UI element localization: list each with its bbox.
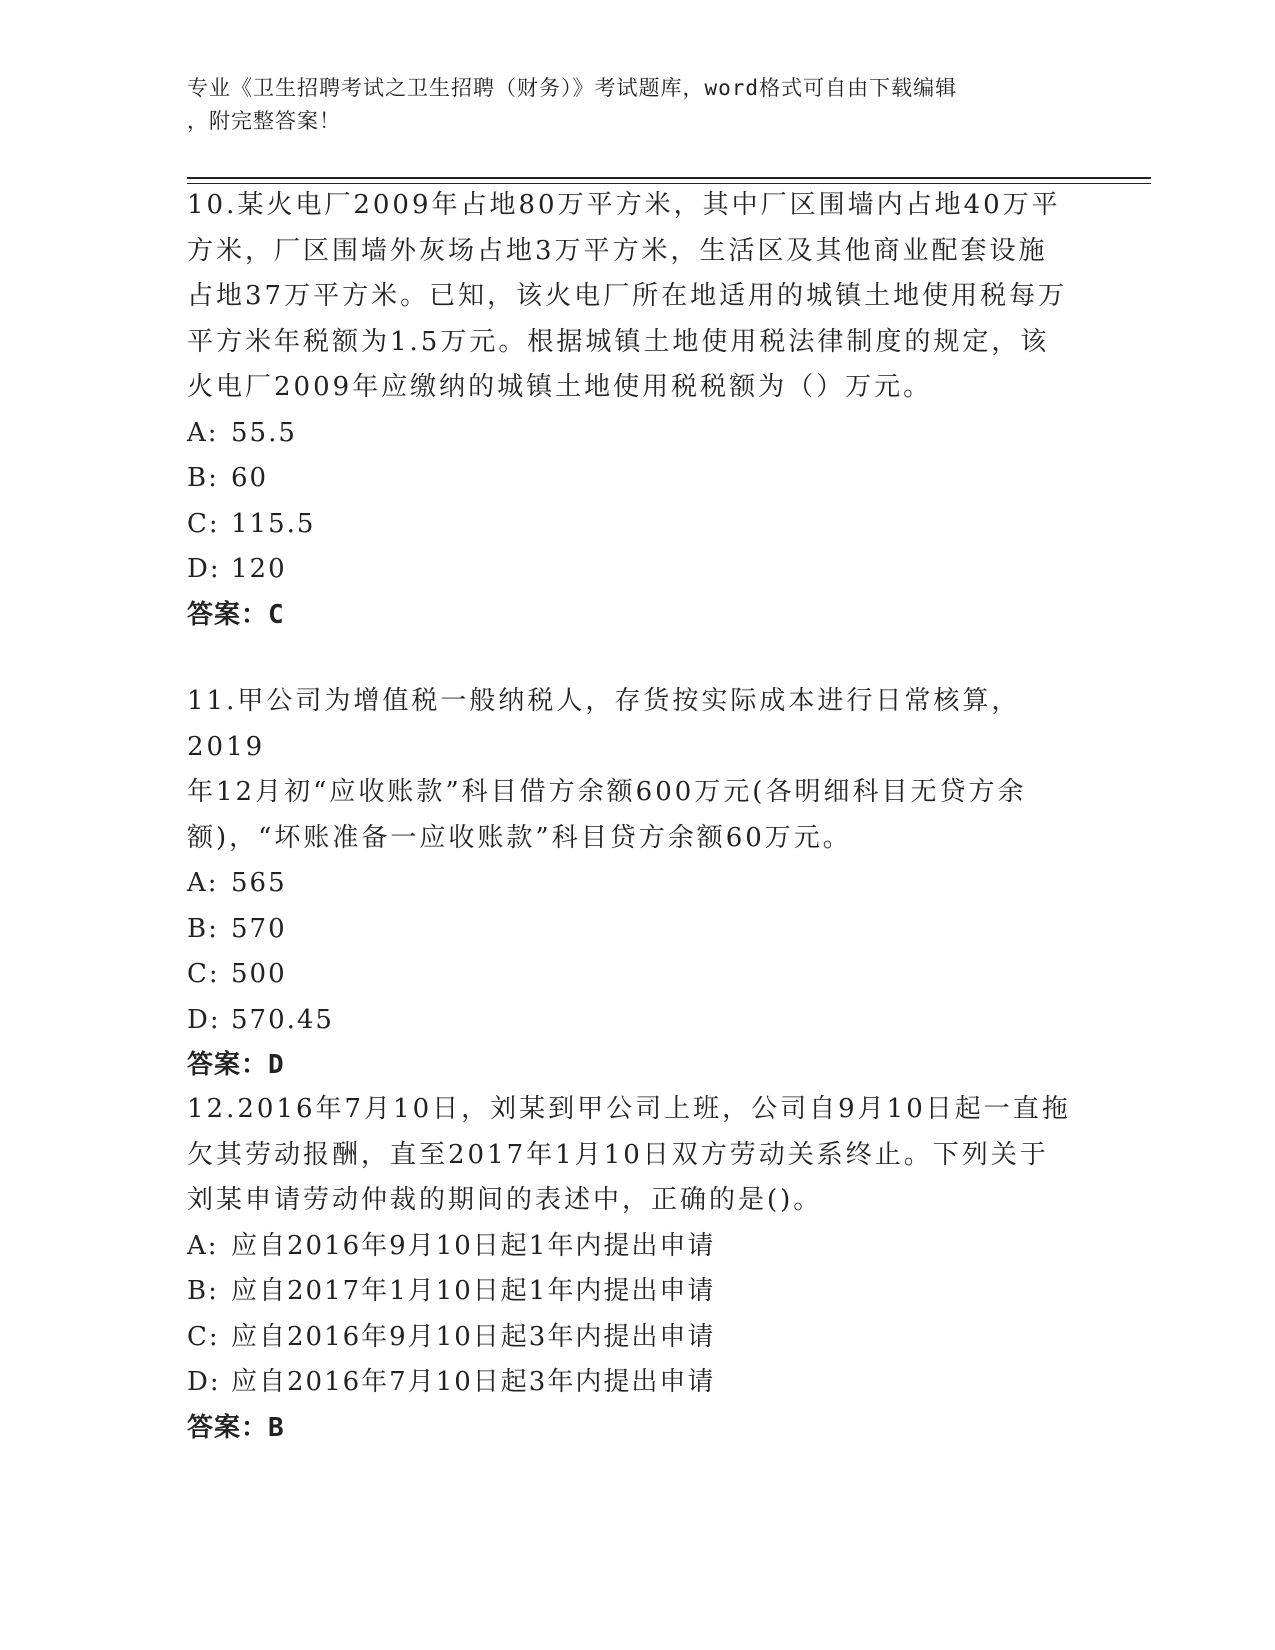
stem-line: 火电厂2009年应缴纳的城镇土地使用税税额为（）万元。 — [187, 372, 933, 402]
option-b — [187, 456, 1087, 502]
option-label: D: — [187, 554, 221, 584]
stem-line: 平方米年税额为1.5万元。根据城镇土地使用税法律制度的规定，该 — [187, 326, 1050, 357]
option-d — [187, 998, 1087, 1044]
stem-line: 11.甲公司为增值税一般纳税人，存货按实际成本进行日常核算，2019 — [187, 686, 1021, 762]
option-label: B: — [187, 913, 219, 944]
header-divider-thick — [187, 177, 1151, 179]
option-c — [187, 502, 1087, 548]
option-text: 570 — [231, 913, 287, 944]
option-text: 570.45 — [231, 1004, 334, 1035]
stem-line: 刘某申请劳动仲裁的期间的表述中，正确的是()。 — [187, 1185, 823, 1215]
document-header — [187, 72, 1067, 138]
question-12 — [187, 1087, 1087, 1451]
option-a — [187, 1224, 1087, 1270]
option-a — [187, 861, 1087, 907]
option-b — [187, 907, 1087, 953]
option-label: B: — [187, 463, 219, 493]
option-text: 应自2016年7月10日起3年内提出申请 — [231, 1367, 716, 1397]
option-label: C: — [187, 1321, 220, 1352]
answer-line: 答案：B — [187, 1412, 285, 1443]
stem-line: 额)，“坏账准备一应收账款”科目贷方余额60万元。 — [187, 822, 852, 853]
option-text: 应自2017年1月10日起1年内提出申请 — [231, 1276, 716, 1306]
option-c — [187, 952, 1087, 998]
answer-line: 答案：C — [187, 599, 285, 630]
stem-line: 10.某火电厂2009年占地80万平方米，其中厂区围墙内占地40万平 — [187, 190, 1061, 220]
question-stem — [187, 679, 1087, 861]
option-text: 120 — [231, 554, 287, 584]
option-text: 应自2016年9月10日起1年内提出申请 — [231, 1230, 716, 1261]
question-11 — [187, 679, 1087, 1089]
question-10 — [187, 183, 1087, 638]
option-label: A: — [187, 868, 219, 898]
option-text: 115.5 — [231, 508, 316, 539]
header-line-2: ，附完整答案！ — [187, 109, 341, 133]
option-a — [187, 411, 1087, 457]
question-stem — [187, 1087, 1087, 1224]
stem-line: 12.2016年7月10日，刘某到甲公司上班，公司自9月10日起一直拖 — [187, 1094, 1071, 1124]
option-text: 应自2016年9月10日起3年内提出申请 — [231, 1321, 716, 1352]
option-label: C: — [187, 959, 220, 989]
stem-line: 方米，厂区围墙外灰场占地3万平方米，生活区及其他商业配套设施 — [187, 235, 1048, 266]
option-label: D: — [187, 1367, 221, 1397]
option-b — [187, 1269, 1087, 1315]
option-text: 55.5 — [231, 417, 297, 448]
answer-line: 答案：D — [187, 1050, 285, 1080]
stem-line: 欠其劳动报酬，直至2017年1月10日双方劳动关系终止。下列关于 — [187, 1139, 1049, 1170]
option-label: C: — [187, 508, 220, 539]
option-label: A: — [187, 1230, 219, 1261]
header-line-1: 专业《卫生招聘考试之卫生招聘（财务）》考试题库，word格式可自由下载编辑 — [187, 76, 958, 100]
option-text: 565 — [231, 868, 287, 898]
option-text: 60 — [231, 463, 269, 493]
option-c — [187, 1315, 1087, 1361]
option-label: D: — [187, 1004, 221, 1035]
option-text: 500 — [231, 959, 287, 989]
stem-line: 年12月初“应收账款”科目借方余额600万元(各明细科目无贷方余 — [187, 777, 1027, 807]
option-d — [187, 1360, 1087, 1406]
question-stem — [187, 183, 1087, 411]
stem-line: 占地37万平方米。已知，该火电厂所在地适用的城镇土地使用税每万 — [187, 281, 1068, 311]
option-d — [187, 547, 1087, 593]
option-label: B: — [187, 1276, 219, 1306]
option-label: A: — [187, 417, 219, 448]
